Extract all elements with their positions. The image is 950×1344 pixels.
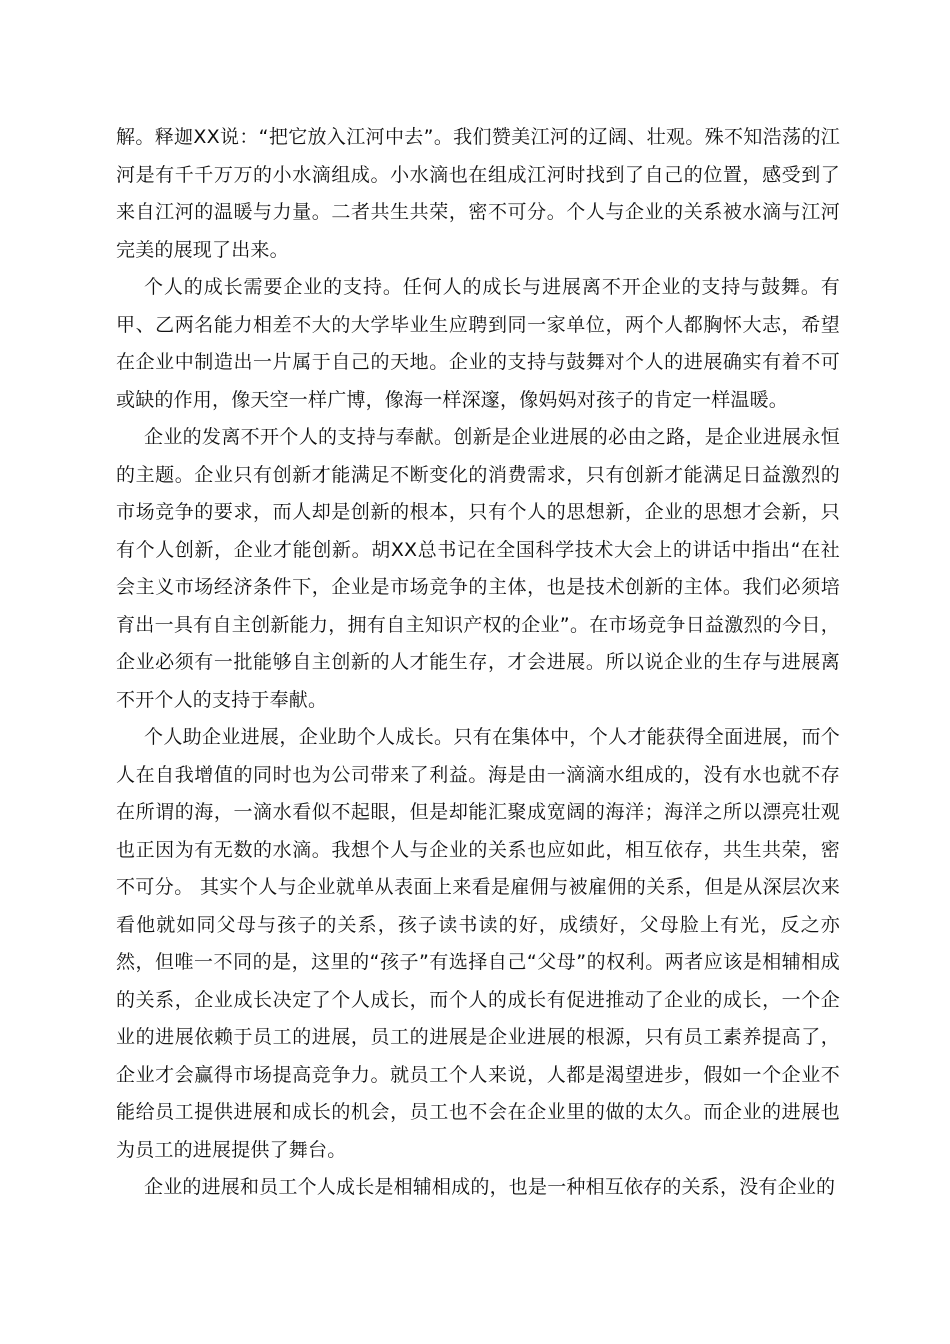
paragraph-5: 企业的进展和员工个人成长是相辅相成的，也是一种相互依存的关系，没有企业的: [144, 1176, 836, 1198]
paragraph-3: 企业的发离不开个人的支持与奉献。创新是企业进展的必由之路，是企业进展永恒的主题。企业只有创新才能满足不断变化的消费需求，只有创新才能满足日益激烈的市场竞争的要求，而人却是创新的根本，只有个人的思想新，企业的思想才会新，只有个人创新，企业才能创新。胡XX总书记在全国科学技术大会上的讲话中指出“在社会主义市场经济条件下，企业是市场竞争的主体，也是技术创新的主体。我们必须培育出一具有自主创新能力，拥有自主知识产权的企业”。在市场竞争日益激烈的今日，企业必须有一批能够自主创新的人才能生存，才会进展。所以说企业的生存与进展离不开个人的支持于奉献。: [116, 426, 840, 711]
paragraph-4: 个人助企业进展，企业助个人成长。只有在集体中，个人才能获得全面进展，而个人在自我增值的同时也为公司带来了利益。海是由一滴滴水组成的，没有水也就不存在所谓的海，一滴水看似不起眼，但是却能汇聚成宽阔的海洋；海洋之所以漂亮壮观也正因为有无数的水滴。我想个人与企业的关系也应如此，相互依存，共生共荣，密不可分。 其实个人与企业就单从表面上来看是雇佣与被雇佣的关系，但是从深层次来看他就如同父母与孩子的关系，孩子读书读的好，成绩好，父母脸上有光，反之亦然，但唯一不同的是，这里的“孩子”有选择自己“父母”的权利。两者应该是相辅相成的关系，企业成长决定了个人成长，而个人的成长有促进推动了企业的成长，一个企业的进展依赖于员工的进展，员工的进展是企业进展的根源，只有员工素养提高了，企业才会赢得市场提高竞争力。就员工个人来说，人都是渴望进步，假如一个企业不能给员工提供进展和成长的机会，员工也不会在企业里的做的太久。而企业的进展也为员工的进展提供了舞台。: [116, 726, 840, 1161]
paragraph-2: 个人的成长需要企业的支持。任何人的成长与进展离不开企业的支持与鼓舞。有甲、乙两名能力相差不大的大学毕业生应聘到同一家单位，两个人都胸怀大志，希望在企业中制造出一片属于自己的天地。企业的支持与鼓舞对个人的进展确实有着不可或缺的作用，像天空一样广博，像海一样深邃，像妈妈对孩子的肯定一样温暖。: [116, 276, 840, 411]
document-body: [116, 119, 840, 1207]
paragraph-1: 解。释迦XX说：“把它放入江河中去”。我们赞美江河的辽阔、壮观。殊不知浩荡的江河是有千千万万的小水滴组成。小水滴也在组成江河时找到了自己的位置，感受到了来自江河的温暖与力量。二者共生共荣，密不可分。个人与企业的关系被水滴与江河完美的展现了出来。: [116, 126, 840, 261]
